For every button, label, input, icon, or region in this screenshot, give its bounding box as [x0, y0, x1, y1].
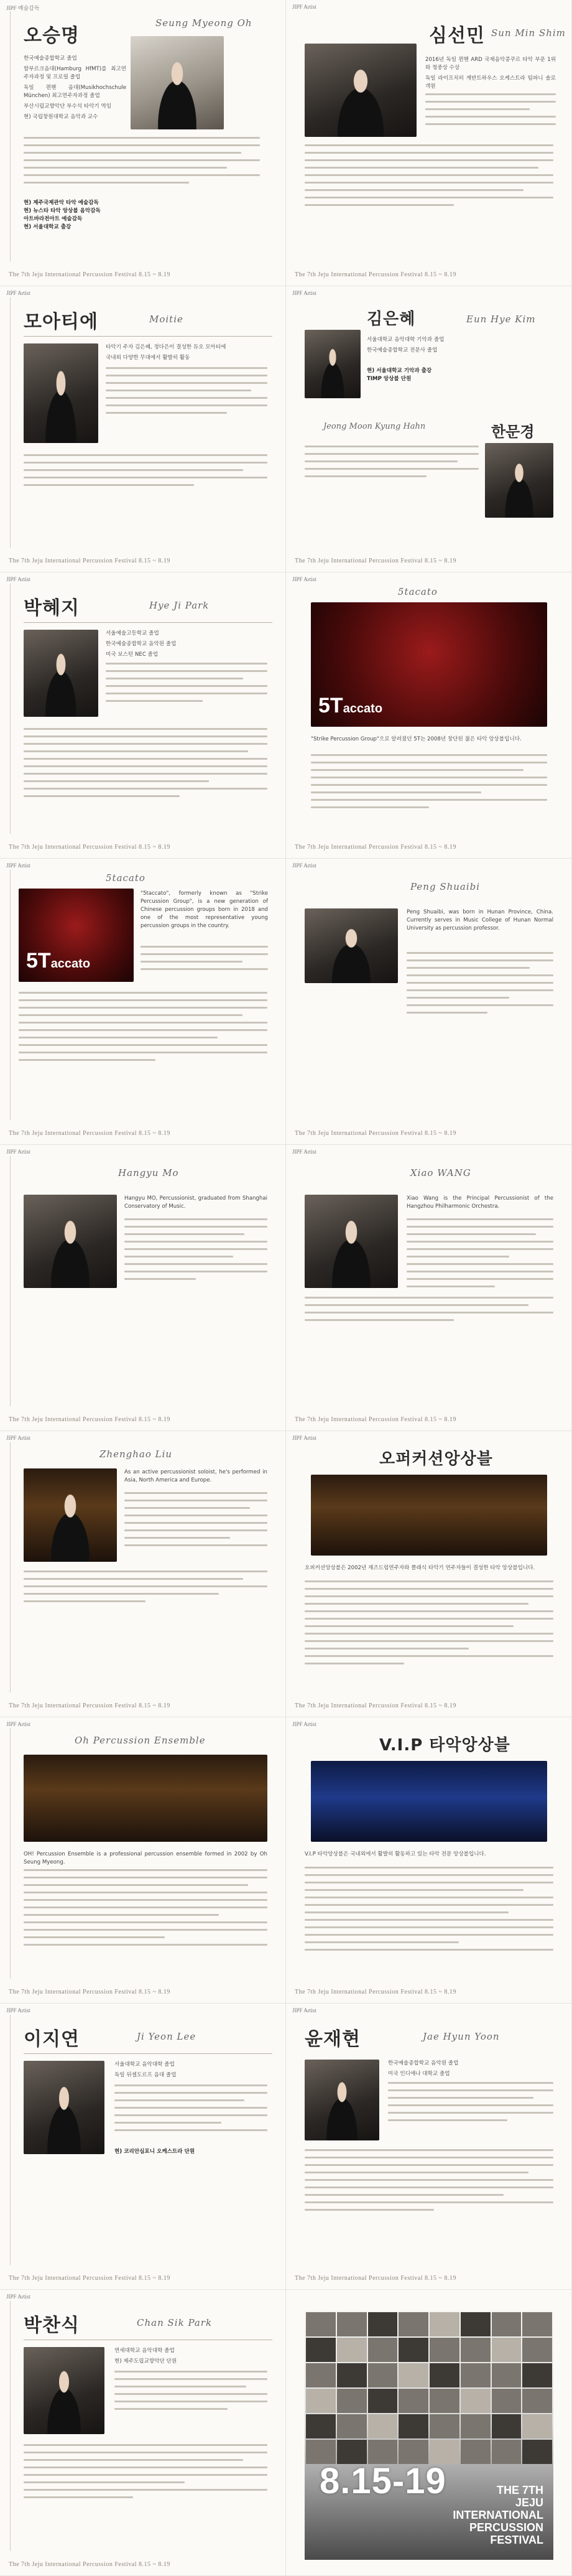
poster-title-line: FESTIVAL	[490, 2534, 543, 2546]
page-label: JIPF 예술감독	[6, 5, 40, 11]
bio-line: 타악기 주자 김은혜, 정다은이 결성한 듀오 모아티에	[106, 344, 226, 350]
highlight-line: 현) 제주국제관악 타악 예술감독	[24, 200, 99, 206]
artist-page-lee-ji-yeon	[0, 2004, 286, 2290]
artist-name-ko: 오승명	[24, 25, 80, 47]
group-bio	[305, 1564, 553, 1575]
artist-bio	[367, 336, 553, 357]
artist-page-opercussion-ensemble	[286, 1431, 572, 1717]
artist-photo	[24, 1468, 117, 1562]
title-rule	[24, 622, 272, 623]
group-photo	[311, 1761, 547, 1842]
bio-text-block	[24, 454, 267, 492]
page-label: JIPF Artist	[292, 4, 316, 10]
bio-text-block	[305, 1867, 553, 1956]
bio-line: 서울예술고등학교 졸업	[106, 630, 159, 637]
bio-line: 부산시립교향악단 부수석 타악기 역임	[24, 103, 112, 110]
bio-text-block	[124, 1492, 267, 1552]
bio-line: 독일 뮌헨 음대(Musikhochschule München) 최고연주자과정 졸업	[24, 85, 126, 99]
group-bio	[141, 890, 268, 933]
sidebar-line	[10, 1442, 11, 1692]
poster-photo-collage	[305, 2311, 553, 2465]
artist-name-en: Sun Min Shim	[491, 27, 566, 39]
highlight-line: 현) 코리안심포니 오케스트라 단원	[114, 2149, 195, 2155]
artist-bio	[106, 630, 267, 661]
bio-line: As an active percussionist soloist, he's performed in Asia, North America and Europe.	[124, 1469, 267, 1483]
bio-text-block	[407, 1218, 553, 1293]
group-bio	[305, 1850, 553, 1861]
bio-text-block	[114, 2371, 267, 2415]
bio-text-block	[407, 952, 553, 1019]
page-footer: The 7th Jeju International Percussion Festival 8.15 ~ 8.19	[9, 844, 170, 851]
artist-photo	[24, 343, 98, 443]
portrait-figure	[323, 927, 379, 983]
bio-text-block	[305, 446, 479, 483]
portrait-figure	[42, 1492, 98, 1562]
page-label: JIPF Artist	[6, 1149, 30, 1155]
highlight-line: 현) 서울대학교 출강	[24, 224, 72, 230]
artist-name-ko: 윤재현	[305, 2028, 361, 2050]
sidebar-line	[10, 297, 11, 548]
highlight-line: 아트바라전아트 예술감독	[24, 216, 83, 222]
bio-line: 현) 제주도립교향악단 단원	[114, 2358, 177, 2364]
artist-name-ko: 김은혜	[367, 310, 416, 329]
poster-date: 8.15-19	[320, 2461, 446, 2501]
artist-name-ko: 심선민	[429, 25, 485, 47]
bio-line: 한국예술종합학교 졸업	[24, 55, 77, 62]
bio-line: 한국예술종합학교 전문사 졸업	[367, 347, 438, 353]
bio-line: OH! Percussion Ensemble is a professional percussion ensemble formed in 2002 by Oh Seung Myeong.	[24, 1851, 267, 1865]
page-label: JIPF Artist	[6, 1435, 30, 1441]
artist-name-ko: 이지연	[24, 2028, 80, 2050]
artist-bio	[106, 343, 267, 365]
logo-main: 5T	[26, 949, 51, 973]
page-footer: The 7th Jeju International Percussion Festival 8.15 ~ 8.19	[9, 2275, 170, 2282]
artist-name-en: Oh Percussion Ensemble	[75, 1735, 206, 1746]
artist-bio	[124, 1468, 267, 1487]
second-artist-name-en: Jeong Moon Kyung Hahn	[323, 422, 426, 431]
portrait-figure	[499, 462, 540, 518]
page-footer: The 7th Jeju International Percussion Festival 8.15 ~ 8.19	[295, 271, 456, 278]
title-rule	[24, 336, 272, 337]
bio-line: 현) 국립창원대학교 음악과 교수	[24, 114, 98, 120]
sidebar-line	[10, 1729, 11, 1979]
bio-line: 국내외 다양한 무대에서 활발히 활동	[106, 355, 190, 361]
group-photo	[24, 1755, 267, 1842]
bio-line: 함부르크음대(Hamburg HfMT)를 최고연주자과정 및 프로필 졸업	[24, 66, 126, 80]
artist-name-ko: V.I.P 타악앙상블	[379, 1736, 510, 1755]
bio-line: "5taccato", formerly known as "Strike Percussion Group", is a new generation of Chinese percussion groups born in 2018 and one of the most representative young percussion groups in the country.	[141, 890, 268, 929]
artist-bio	[425, 56, 556, 93]
artist-name-en: Eun Hye Kim	[466, 314, 536, 325]
artist-page-park-hye-ji	[0, 572, 286, 859]
artist-page-yoon-jae-hyun	[286, 2004, 572, 2290]
highlight-line: 현) 뉴스타 타악 앙상블 음악감독	[24, 208, 101, 214]
poster-title	[453, 2484, 543, 2546]
sidebar-line	[10, 584, 11, 834]
5tacato-logo	[318, 694, 382, 718]
bio-line: 독일 뒤셀도르프 음대 졸업	[114, 2072, 177, 2078]
5tacato-logo	[26, 949, 90, 973]
bio-text-block	[141, 946, 268, 976]
portrait-figure	[327, 67, 394, 138]
page-label: JIPF Artist	[6, 290, 30, 296]
festival-poster	[305, 2311, 553, 2560]
logo-suffix: accato	[50, 957, 91, 971]
sidebar-line	[10, 2015, 11, 2265]
poster-title-line: PERCUSSION	[469, 2521, 543, 2534]
bio-text-block	[124, 1218, 267, 1286]
artist-photo	[305, 44, 417, 137]
page-label: JIPF Artist	[292, 862, 316, 869]
page-footer: The 7th Jeju International Percussion Festival 8.15 ~ 8.19	[295, 2275, 456, 2282]
page-footer: The 7th Jeju International Percussion Festival 8.15 ~ 8.19	[295, 1130, 456, 1137]
bio-line: 독일 라이프치히 게반트하우스 오케스트라 팀파니 솔로 객원	[425, 75, 556, 90]
page-footer: The 7th Jeju International Percussion Festival 8.15 ~ 8.19	[9, 558, 170, 564]
bio-line: "Strike Percussion Group"으로 알려졌던 5T는 2008년 창단된 젊은 타악 앙상블입니다.	[311, 736, 522, 742]
bio-line: 서울대학교 음악대학 기악과 졸업	[367, 337, 445, 343]
artist-name-ko: 박찬식	[24, 2315, 80, 2336]
artist-bio	[114, 2061, 267, 2082]
page-footer: The 7th Jeju International Percussion Festival 8.15 ~ 8.19	[295, 1416, 456, 1423]
bio-line: 미국 보스턴 NEC 졸업	[106, 651, 159, 658]
bio-line: 한국예술종합학교 음악원 졸업	[106, 641, 177, 647]
artist-bio	[407, 908, 553, 935]
artist-page-oh-seung-myeong	[0, 0, 286, 286]
bio-text-block	[24, 728, 267, 803]
bio-text-block	[24, 2444, 267, 2504]
artist-bio	[124, 1195, 267, 1213]
portrait-figure	[40, 2369, 88, 2434]
portrait-figure	[149, 60, 205, 130]
page-label: JIPF Artist	[292, 576, 316, 582]
portrait-figure	[39, 368, 83, 443]
artist-highlights	[24, 199, 260, 231]
artist-photo	[24, 2061, 104, 2154]
page-label: JIPF Artist	[6, 862, 30, 869]
title-rule	[24, 2053, 272, 2054]
artist-name-en: Hye Ji Park	[149, 600, 210, 611]
artist-highlights	[367, 367, 553, 383]
bio-text-block	[19, 992, 267, 1066]
page-footer: The 7th Jeju International Percussion Festival 8.15 ~ 8.19	[295, 1702, 456, 1709]
festival-poster-page	[286, 2290, 572, 2576]
artist-page-kim-eun-hye	[286, 286, 572, 572]
artist-page-peng-shuaibi	[286, 859, 572, 1145]
bio-text-block	[305, 144, 553, 212]
artist-bio	[388, 2060, 553, 2081]
artist-photo	[24, 630, 98, 717]
portrait-figure	[316, 347, 349, 399]
bio-text-block	[24, 137, 260, 189]
logo-main: 5T	[318, 694, 343, 717]
highlight-line: 현) 서울대학교 기악과 출강	[367, 368, 432, 374]
bio-line: 미국 인디애나 대학교 졸업	[388, 2071, 450, 2077]
bio-text-block	[388, 2082, 553, 2127]
page-footer: The 7th Jeju International Percussion Festival 8.15 ~ 8.19	[9, 271, 170, 278]
artist-page-xiao-wang	[286, 1145, 572, 1431]
page-footer: The 7th Jeju International Percussion Festival 8.15 ~ 8.19	[295, 844, 456, 851]
bio-text-block	[114, 2084, 267, 2137]
artist-bio	[24, 55, 126, 124]
logo-suffix: accato	[343, 702, 383, 716]
artist-name-en: Seung Myeong Oh	[155, 17, 252, 29]
artist-name-en: Peng Shuaibi	[410, 881, 481, 892]
page-footer: The 7th Jeju International Percussion Festival 8.15 ~ 8.19	[9, 1416, 170, 1423]
page-label: JIPF Artist	[6, 2294, 30, 2300]
artist-name-en: Ji Yeon Lee	[137, 2031, 196, 2042]
artist-page-moitie	[0, 286, 286, 572]
artist-page-oh-percussion-ensemble	[0, 1717, 286, 2004]
artist-page-5tacato-ko	[286, 572, 572, 859]
artist-highlights	[114, 2148, 267, 2156]
bio-text-block	[305, 1297, 553, 1327]
artist-name-en: Jae Hyun Yoon	[423, 2031, 500, 2042]
bio-text-block	[24, 1869, 267, 1951]
artist-bio	[114, 2347, 267, 2368]
group-bio	[24, 1850, 267, 1869]
bio-line: 한국예술종합학교 음악원 졸업	[388, 2060, 459, 2066]
artist-page-park-chan-sik	[0, 2290, 286, 2576]
bio-line: Peng Shuaibi, was born in Hunan Province, China. Currently serves in Music College of Hunan Normal University as percussion professor.	[407, 909, 553, 931]
page-footer: The 7th Jeju International Percussion Festival 8.15 ~ 8.19	[9, 1989, 170, 1995]
page-label: JIPF Artist	[292, 1721, 316, 1727]
page-footer: The 7th Jeju International Percussion Festival 8.15 ~ 8.19	[9, 1130, 170, 1137]
poster-title-line: INTERNATIONAL	[453, 2509, 543, 2521]
bio-text-block	[24, 1570, 267, 1608]
page-footer: The 7th Jeju International Percussion Festival 8.15 ~ 8.19	[9, 2561, 170, 2568]
artist-page-vip-ensemble	[286, 1717, 572, 2004]
bio-line: 오퍼커션앙상블은 2002년 재즈드럼연주자와 클래식 타악기 연주자들이 결성한 타악 앙상블입니다.	[305, 1565, 535, 1571]
group-bio	[311, 735, 547, 746]
bio-text-block	[425, 93, 556, 131]
artist-name-ko: 박혜지	[24, 597, 80, 619]
page-footer: The 7th Jeju International Percussion Festival 8.15 ~ 8.19	[9, 1702, 170, 1709]
artist-name-ko: 모아티에	[24, 311, 98, 333]
bio-text-block	[106, 663, 267, 707]
artist-name-en: Zhenghao Liu	[99, 1449, 173, 1460]
artist-photo	[305, 330, 361, 398]
page-label: JIPF Artist	[6, 1721, 30, 1727]
bio-line: 서울대학교 음악대학 졸업	[114, 2061, 175, 2068]
sidebar-line	[10, 1156, 11, 1406]
bio-text-block	[106, 367, 267, 419]
page-footer: The 7th Jeju International Percussion Festival 8.15 ~ 8.19	[295, 1989, 456, 1995]
artist-name-en: Xiao WANG	[410, 1167, 471, 1178]
group-photo	[19, 889, 134, 982]
artist-photo	[24, 2347, 104, 2434]
artist-name-ko: 오퍼커션앙상블	[379, 1450, 493, 1468]
artist-name-en: Chan Sik Park	[137, 2317, 213, 2328]
group-photo	[311, 1475, 547, 1556]
artist-photo	[305, 908, 398, 983]
bio-text-block	[311, 754, 547, 814]
artist-name-en: Moitie	[149, 314, 183, 325]
second-artist-name-ko: 한문경	[491, 423, 535, 441]
page-label: JIPF Artist	[6, 2007, 30, 2014]
second-artist-photo	[485, 443, 553, 518]
artist-photo	[305, 2060, 379, 2140]
sidebar-line	[10, 11, 11, 261]
portrait-figure	[39, 651, 83, 717]
bio-text-block	[305, 1580, 553, 1670]
artist-page-zhenghao-liu	[0, 1431, 286, 1717]
sidebar-line	[10, 2301, 11, 2551]
bio-line: 연세대학교 음악대학 졸업	[114, 2348, 175, 2354]
artist-page-shim-sun-min	[286, 0, 572, 286]
poster-title-line: THE 7TH	[496, 2484, 543, 2496]
portrait-figure	[323, 1218, 379, 1289]
bio-line: V.I.P 타악앙상블은 국내외에서 활발히 활동하고 있는 타악 전문 앙상블입니다.	[305, 1851, 486, 1857]
portrait-figure	[40, 2084, 88, 2155]
artist-page-5tacato-en	[0, 859, 286, 1145]
artist-name-en: 5tacato	[398, 586, 438, 597]
artist-name-en: Hangyu Mo	[118, 1167, 179, 1178]
artist-photo	[24, 1195, 117, 1288]
portrait-figure	[42, 1218, 98, 1289]
page-label: JIPF Artist	[6, 576, 30, 582]
poster-title-line: JEJU	[515, 2496, 543, 2509]
highlight-line: TIMP 앙상블 단원	[367, 376, 412, 382]
bio-line: Hangyu MO, Percussionist, graduated from Shanghai Conservatory of Music.	[124, 1195, 267, 1210]
artist-name-en: 5tacato	[106, 872, 145, 884]
bio-line: 2016년 독일 뮌헨 ARD 국제음악콩쿠르 타악 부문 1위와 청중상 수상	[425, 57, 556, 71]
group-photo	[311, 602, 547, 727]
artist-photo	[131, 36, 224, 129]
artist-bio	[407, 1195, 553, 1213]
artist-photo	[305, 1195, 398, 1288]
page-label: JIPF Artist	[292, 290, 316, 296]
page-label: JIPF Artist	[292, 2007, 316, 2014]
page-label: JIPF Artist	[292, 1149, 316, 1155]
bio-text-block	[305, 2149, 553, 2216]
page-footer: The 7th Jeju International Percussion Festival 8.15 ~ 8.19	[295, 558, 456, 564]
portrait-figure	[320, 2080, 364, 2141]
sidebar-line	[10, 870, 11, 1120]
artist-page-hangyu-mo	[0, 1145, 286, 1431]
bio-line: Xiao Wang is the Principal Percussionist of the Hangzhou Philharmonic Orchestra.	[407, 1195, 553, 1210]
page-label: JIPF Artist	[292, 1435, 316, 1441]
